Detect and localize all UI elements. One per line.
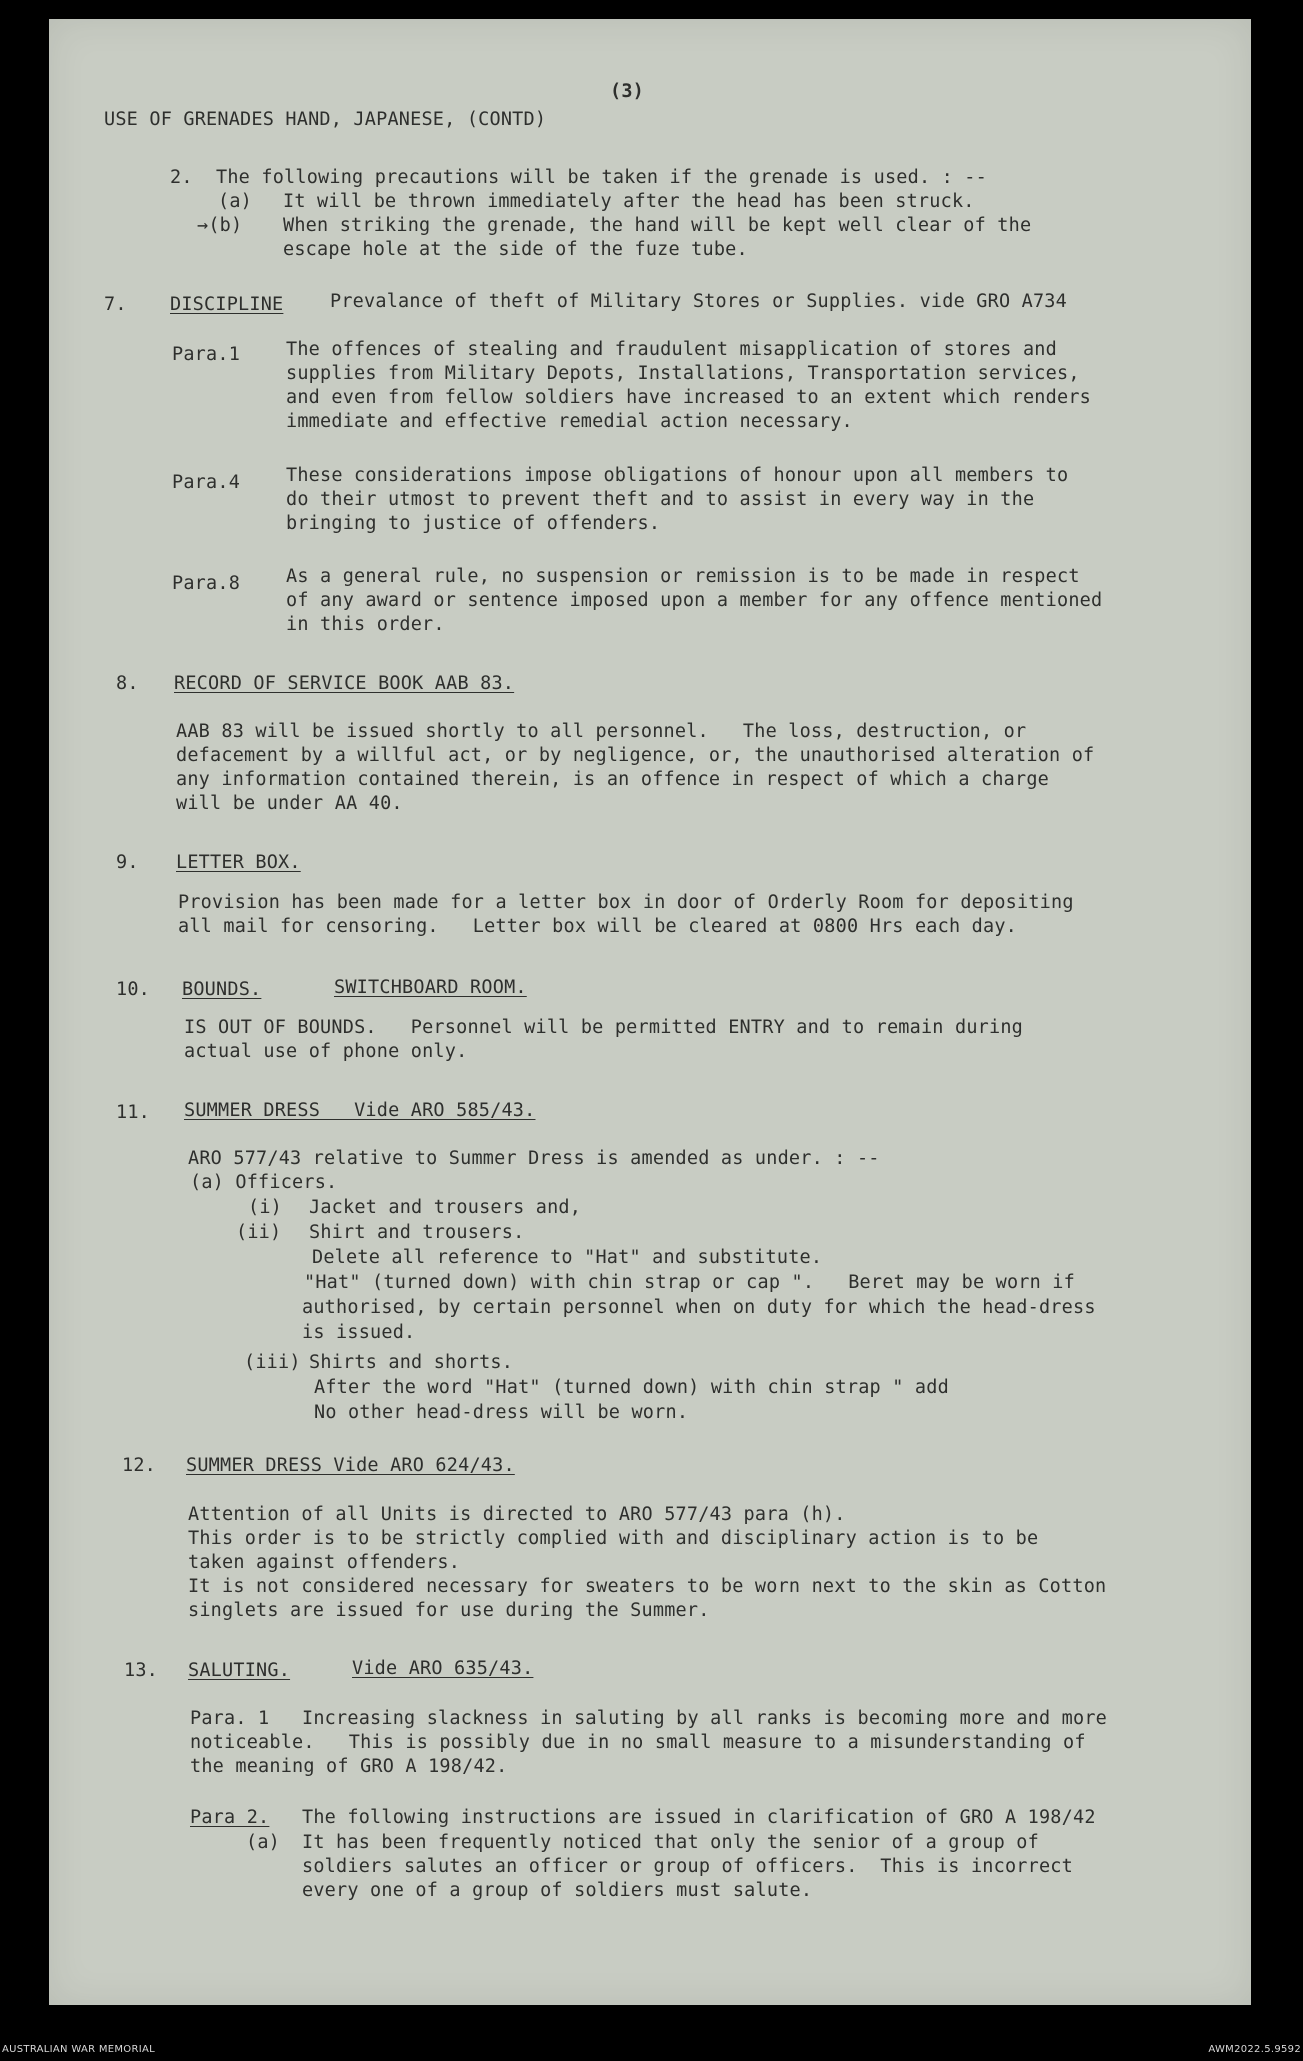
section-title: LETTER BOX. — [176, 852, 301, 873]
paragraph-line: actual use of phone only. — [184, 1041, 468, 1062]
paragraph-line: ARO 577/43 relative to Summer Dress is amended as under. : -- — [188, 1148, 880, 1169]
paragraph-line: It has been frequently noticed that only the senior of a group of — [302, 1832, 1039, 1853]
para-label: Para. 1 — [190, 1708, 270, 1729]
paragraph-line: It is not considered necessary for sweaters to be worn next to the skin as Cotton — [188, 1576, 1107, 1597]
section-number: 11. — [116, 1102, 151, 1123]
paragraph-line: and even from fellow soldiers have increased to an extent which renders — [286, 387, 1091, 408]
paragraph-line: The following precautions will be taken if the grenade is used. : -- — [216, 167, 987, 188]
paragraph-line: noticeable. This is possibly due in no small measure to a misunderstanding of — [190, 1732, 1086, 1753]
paragraph-line: When striking the grenade, the hand will be kept well clear of the — [283, 215, 1032, 236]
section-number: 8. — [116, 673, 139, 694]
document-heading: USE OF GRENADES HAND, JAPANESE, (CONTD) — [104, 109, 547, 130]
paragraph-line: do their utmost to prevent theft and to assist in every way in the — [286, 489, 1035, 510]
paragraph-line: The following instructions are issued in clarification of GRO A 198/42 — [302, 1807, 1096, 1828]
paragraph-line: escape hole at the side of the fuze tube. — [283, 239, 748, 260]
paragraph-line: defacement by a willful act, or by negligence, or, the unauthorised alteration of — [176, 745, 1095, 766]
paragraph-line: immediate and effective remedial action necessary. — [286, 411, 853, 432]
paragraph-line: taken against offenders. — [188, 1552, 461, 1573]
section-subtitle: SWITCHBOARD ROOM. — [334, 977, 527, 998]
para-label: Para 2. — [190, 1807, 270, 1828]
para-label: Para.1 — [172, 344, 241, 365]
paragraph-line: every one of a group of soldiers must salute. — [302, 1880, 813, 1901]
paragraph-line: "Hat" (turned down) with chin strap or cap ". Beret may be worn if — [304, 1272, 1075, 1293]
paragraph-line: Increasing slackness in saluting by all ranks is becoming more and more — [302, 1708, 1107, 1729]
paragraph-line: any information contained therein, is an offence in respect of which a charge — [176, 769, 1050, 790]
paragraph-line: authorised, by certain personnel when on duty for which the head-dress — [302, 1297, 1096, 1318]
para-label: Para.8 — [172, 573, 241, 594]
paragraph-line: is issued. — [302, 1322, 416, 1343]
section-subtitle: Prevalance of theft of Military Stores or Supplies. vide GRO A734 — [330, 291, 1067, 312]
section-number: 7. — [104, 294, 127, 315]
paragraph-line: The offences of stealing and fraudulent misapplication of stores and — [286, 339, 1057, 360]
paragraph-line: will be under AA 40. — [176, 793, 403, 814]
subitem-label: (i) — [248, 1197, 283, 1218]
subitem-label: (ii) — [236, 1222, 282, 1243]
paragraph-line: bringing to justice of offenders. — [286, 513, 661, 534]
paragraph-line: Delete all reference to "Hat" and substitute. — [312, 1247, 823, 1268]
paragraph-line: It will be thrown immediately after the head has been struck. — [283, 191, 975, 212]
item-number: 2. — [170, 167, 193, 188]
section-title: SALUTING. — [188, 1660, 291, 1681]
paragraph-line: the meaning of GRO A 198/42. — [190, 1756, 508, 1777]
paragraph-line: AAB 83 will be issued shortly to all personnel. The loss, destruction, or — [176, 721, 1027, 742]
section-title: DISCIPLINE — [170, 294, 284, 315]
para-label: Para.4 — [172, 472, 241, 493]
subitem-label: (a) — [246, 1832, 281, 1853]
paragraph-line: Jacket and trousers and, — [309, 1197, 582, 1218]
section-number: 9. — [116, 852, 139, 873]
paragraph-line: Provision has been made for a letter box in door of Orderly Room for depositing — [178, 892, 1074, 913]
archive-reference: AWM2022.5.9592 — [1208, 2044, 1301, 2055]
paragraph-line: As a general rule, no suspension or remission is to be made in respect — [286, 566, 1080, 587]
paragraph-line: After the word "Hat" (turned down) with chin strap " add — [314, 1377, 949, 1398]
section-title: SUMMER DRESS Vide ARO 624/43. — [186, 1455, 515, 1476]
paragraph-line: Attention of all Units is directed to ARO 577/43 para (h). — [188, 1504, 846, 1525]
paragraph-line: singlets are issued for use during the Summer. — [188, 1600, 710, 1621]
subitem-label: (a) — [218, 191, 253, 212]
subitem-label: (iii) — [244, 1352, 301, 1373]
section-subtitle: Vide ARO 635/43. — [352, 1658, 534, 1679]
paragraph-line: in this order. — [286, 614, 445, 635]
paragraph-line: supplies from Military Depots, Installations, Transportation services, — [286, 363, 1080, 384]
paragraph-line: all mail for censoring. Letter box will be cleared at 0800 Hrs each day. — [178, 916, 1018, 937]
paragraph-line: soldiers salutes an officer or group of officers. This is incorrect — [302, 1856, 1073, 1877]
section-title: BOUNDS. — [182, 979, 262, 1000]
paragraph-line: Shirt and trousers. — [309, 1222, 525, 1243]
section-number: 10. — [116, 979, 151, 1000]
subitem-label: →(b) — [197, 215, 243, 236]
section-title: RECORD OF SERVICE BOOK AAB 83. — [174, 673, 515, 694]
section-number: 12. — [122, 1455, 157, 1476]
paragraph-line: This order is to be strictly complied with and disciplinary action is to be — [188, 1528, 1039, 1549]
section-title: SUMMER DRESS Vide ARO 585/43. — [184, 1100, 536, 1121]
section-number: 13. — [124, 1660, 159, 1681]
paragraph-line: IS OUT OF BOUNDS. Personnel will be permitted ENTRY and to remain during — [184, 1017, 1024, 1038]
paragraph-line: These considerations impose obligations of honour upon all members to — [286, 465, 1069, 486]
page-number: (3) — [610, 81, 645, 102]
paragraph-line: of any award or sentence imposed upon a member for any offence mentioned — [286, 590, 1103, 611]
paragraph-line: Shirts and shorts. — [309, 1352, 514, 1373]
paragraph-line: No other head-dress will be worn. — [314, 1402, 689, 1423]
subitem-label: (a) Officers. — [190, 1172, 338, 1193]
archive-credit: AUSTRALIAN WAR MEMORIAL — [2, 2044, 155, 2055]
